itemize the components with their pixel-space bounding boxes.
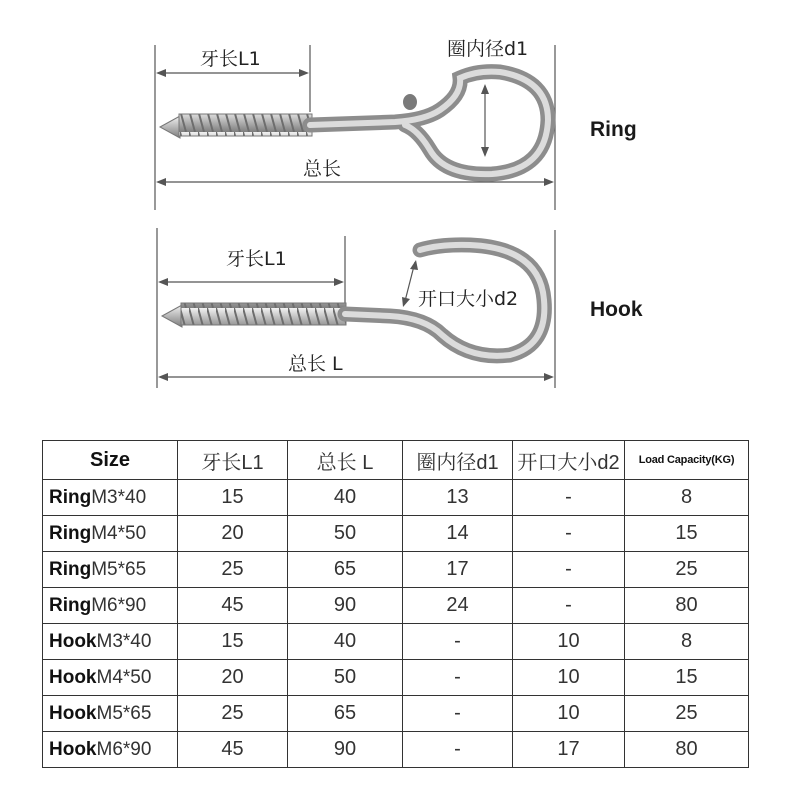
size-model: M5*65 [96, 702, 152, 724]
opening-cell: 10 [513, 624, 625, 660]
total-length-cell: 50 [288, 660, 403, 696]
inner-diameter-cell: - [403, 660, 513, 696]
size-kind: Hook [49, 666, 97, 688]
thread-length-cell: 45 [178, 732, 288, 768]
total-length-cell: 40 [288, 480, 403, 516]
total-length-cell: 40 [288, 624, 403, 660]
header-inner-diameter: 圈内径d1 [403, 441, 513, 480]
hook-opening-label: 开口大小d2 [418, 288, 519, 310]
size-kind: Hook [49, 738, 97, 760]
table-row [43, 480, 749, 516]
total-length-cell: 90 [288, 588, 403, 624]
opening-cell: - [513, 480, 625, 516]
ring-thread-length-label: 牙长L1 [200, 48, 261, 70]
table-row [43, 696, 749, 732]
load-capacity-cell: 80 [625, 732, 749, 768]
size-model: M3*40 [91, 486, 147, 508]
size-model: M5*65 [91, 558, 147, 580]
inner-diameter-cell: 13 [403, 480, 513, 516]
inner-diameter-cell: 24 [403, 588, 513, 624]
hook-screw-tip [162, 305, 182, 327]
load-capacity-cell: 25 [625, 696, 749, 732]
hook-screw-thread [181, 303, 346, 325]
load-capacity-cell: 25 [625, 552, 749, 588]
hook-total-length-label: 总长 L [288, 353, 343, 375]
ring-side-label: Ring [590, 118, 637, 141]
size-cell [43, 480, 178, 516]
header-size: Size [43, 441, 178, 480]
table-header-row [43, 441, 749, 480]
size-kind: Hook [49, 702, 97, 724]
thread-length-cell: 25 [178, 552, 288, 588]
load-capacity-cell: 80 [625, 588, 749, 624]
size-kind: Hook [49, 630, 97, 652]
hook-side-label: Hook [590, 298, 643, 321]
table-row [43, 588, 749, 624]
hook-thread-length-label: 牙长L1 [226, 248, 287, 270]
thread-length-cell: 15 [178, 624, 288, 660]
total-length-cell: 65 [288, 696, 403, 732]
table-body [43, 480, 749, 768]
total-length-cell: 65 [288, 552, 403, 588]
ring-screw-thread [179, 114, 312, 136]
size-model: M6*90 [96, 738, 152, 760]
size-model: M3*40 [96, 630, 152, 652]
inner-diameter-cell: - [403, 696, 513, 732]
load-capacity-cell: 15 [625, 660, 749, 696]
inner-diameter-cell: - [403, 624, 513, 660]
size-cell [43, 588, 178, 624]
ring-total-length-label: 总长 [303, 158, 342, 180]
thread-length-cell: 20 [178, 516, 288, 552]
load-capacity-cell: 8 [625, 624, 749, 660]
thread-length-cell: 45 [178, 588, 288, 624]
size-cell [43, 624, 178, 660]
size-cell [43, 516, 178, 552]
header-load-capacity: Load Capacity(KG) [625, 441, 749, 480]
ring-screw-tip [160, 116, 180, 138]
header-thread-length: 牙长L1 [178, 441, 288, 480]
thread-length-cell: 15 [178, 480, 288, 516]
header-opening: 开口大小d2 [513, 441, 625, 480]
size-cell [43, 552, 178, 588]
opening-cell: 10 [513, 696, 625, 732]
opening-cell: 17 [513, 732, 625, 768]
table-row [43, 552, 749, 588]
total-length-cell: 50 [288, 516, 403, 552]
ring-inner-diameter-label: 圈内径d1 [447, 38, 529, 60]
thread-length-cell: 25 [178, 696, 288, 732]
total-length-cell: 90 [288, 732, 403, 768]
size-model: M6*90 [91, 594, 147, 616]
size-cell [43, 732, 178, 768]
inner-diameter-cell: 17 [403, 552, 513, 588]
size-model: M4*50 [91, 522, 147, 544]
table-row [43, 624, 749, 660]
spec-table [42, 440, 749, 768]
size-kind: Ring [49, 594, 92, 616]
opening-cell: 10 [513, 660, 625, 696]
inner-diameter-cell: - [403, 732, 513, 768]
size-model: M4*50 [96, 666, 152, 688]
table-row [43, 516, 749, 552]
size-kind: Ring [49, 486, 92, 508]
header-total-length: 总长 L [288, 441, 403, 480]
size-kind: Ring [49, 522, 92, 544]
opening-cell: - [513, 552, 625, 588]
load-capacity-cell: 8 [625, 480, 749, 516]
thread-length-cell: 20 [178, 660, 288, 696]
size-cell [43, 696, 178, 732]
inner-diameter-cell: 14 [403, 516, 513, 552]
size-cell [43, 660, 178, 696]
table-row [43, 660, 749, 696]
size-kind: Ring [49, 558, 92, 580]
opening-cell: - [513, 516, 625, 552]
opening-cell: - [513, 588, 625, 624]
load-capacity-cell: 15 [625, 516, 749, 552]
table-row [43, 732, 749, 768]
